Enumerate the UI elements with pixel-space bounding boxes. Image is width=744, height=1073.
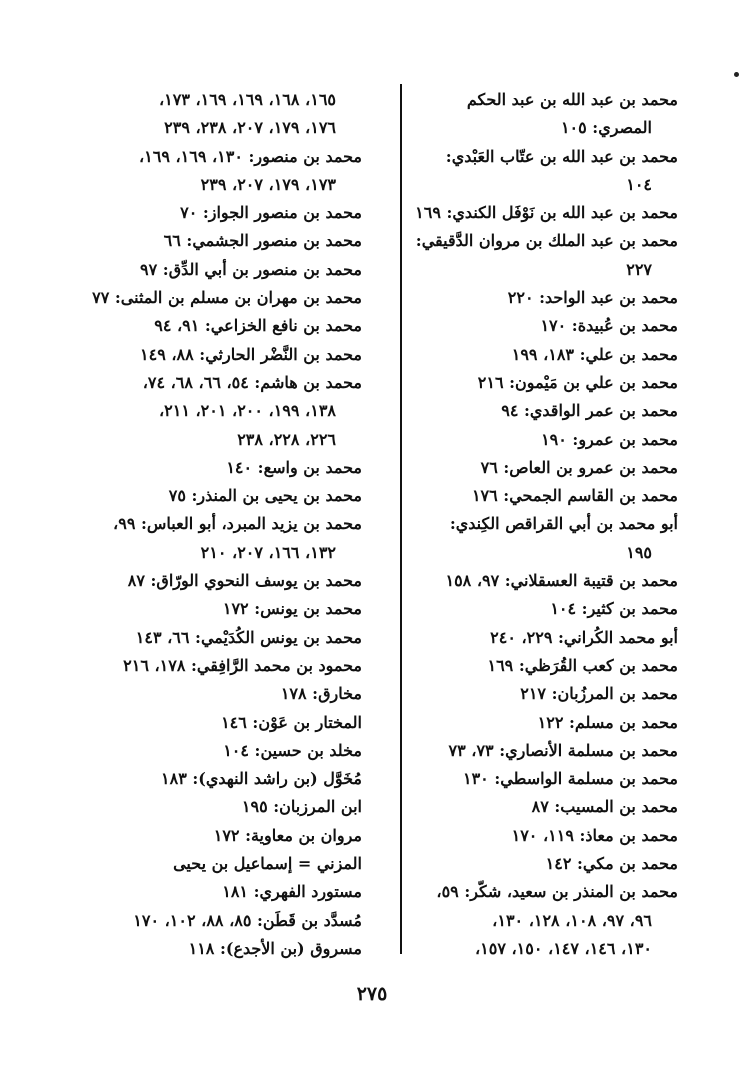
index-entry-continuation: ٢٢٧ xyxy=(626,259,652,279)
index-entry: محمد بن عبد الله بن نَوْفَل الكندي: ١٦٩ xyxy=(415,203,678,223)
index-entry: محمد بن عبد الواحد: ٢٢٠ xyxy=(507,288,678,308)
index-entry: محمد بن عمرو: ١٩٠ xyxy=(541,429,678,449)
index-entry: محمد بن منصور: ١٣٠، ١٦٩، ١٦٩، xyxy=(138,146,362,166)
index-entry: محمد بن يحيى بن المنذر: ٧٥ xyxy=(168,486,362,506)
margin-dot xyxy=(734,72,739,77)
index-entry: محمد بن هاشم: ٥٤، ٦٦، ٦٨، ٧٤، xyxy=(142,372,362,392)
index-entry: مخلد بن حسين: ١٠٤ xyxy=(223,740,362,760)
index-entry: أبو محمد الكُراني: ٢٢٩، ٢٤٠ xyxy=(490,627,678,647)
index-entry: محمد بن عبد الملك بن مروان الدَّقيقي: xyxy=(415,231,678,251)
index-entry-continuation: ١٣٠، ١٤٦، ١٤٧، ١٥٠، ١٥٧، xyxy=(474,938,652,958)
index-column-right xyxy=(360,86,678,963)
column-divider xyxy=(400,84,402,954)
index-entry: محمد بن المرزُبان: ٢١٧ xyxy=(520,684,678,704)
index-entry: محمد بن عمر الواقدي: ٩٤ xyxy=(501,401,678,421)
index-entry-continuation: ١٧٣، ١٧٩، ٢٠٧، ٢٣٩ xyxy=(200,174,336,194)
index-entry: محمد بن يوسف النحوي الورّاق: ٨٧ xyxy=(127,571,362,591)
index-entry: محمد بن القاسم الجمحي: ١٧٦ xyxy=(471,486,678,506)
index-entry: أبو محمد بن أبي القراقص الكِندي: xyxy=(449,514,678,534)
page-number: ٢٧٥ xyxy=(356,983,388,1005)
index-entry-continuation: ٢٢٦، ٢٢٨، ٢٣٨ xyxy=(237,429,336,449)
index-entry-continuation: ١٣٨، ١٩٩، ٢٠٠، ٢٠١، ٢١١، xyxy=(158,401,336,421)
index-entry: محمد بن المسيب: ٨٧ xyxy=(531,797,678,817)
index-entry: محمد بن يونس الكُدَيْمي: ٦٦، ١٤٣ xyxy=(135,627,362,647)
index-entry: محمد بن منصور الجواز: ٧٠ xyxy=(180,203,362,223)
index-entry: محمد بن عبد الله بن عبد الحكم xyxy=(466,90,678,109)
index-entry: محمد بن عبد الله بن عتّاب العَبْدي: xyxy=(445,146,678,166)
index-entry: محمد بن قتيبة العسقلاني: ٩٧، ١٥٨ xyxy=(445,571,678,591)
index-entry: مستورد الفهري: ١٨١ xyxy=(222,882,362,902)
index-entry-continuation: ١٧٦، ١٧٩، ٢٠٧، ٢٣٨، ٢٣٩ xyxy=(164,118,336,138)
index-entry: مسروق (بن الأجدع): ١١٨ xyxy=(188,938,362,958)
index-entry: محمد بن يونس: ١٧٢ xyxy=(222,599,362,619)
index-entry: محمد بن نافع الخزاعي: ٩١، ٩٤ xyxy=(154,316,362,336)
index-entry: مروان بن معاوية: ١٧٢ xyxy=(213,825,362,845)
index-entry: محمد بن علي: ١٨٣، ١٩٩ xyxy=(511,344,678,364)
index-entry: مُسدَّد بن قَطَن: ٨٥، ٨٨، ١٠٢، ١٧٠ xyxy=(133,910,362,930)
index-entry-continuation: ١٣٢، ١٦٦، ٢٠٧، ٢١٠ xyxy=(200,542,336,562)
index-entry: المختار بن عَوْن: ١٤٦ xyxy=(221,712,362,732)
index-entry: محمد بن النَّضْر الحارثي: ٨٨، ١٤٩ xyxy=(140,344,362,364)
index-entry: محمد بن كعب القُرَظي: ١٦٩ xyxy=(487,655,678,675)
index-entry: محمد بن كثير: ١٠٤ xyxy=(550,599,678,619)
index-entry: محمد بن منصور بن أبي الدِّق: ٩٧ xyxy=(140,259,362,279)
index-entry: ابن المرزبان: ١٩٥ xyxy=(241,797,362,817)
index-entry: محمد بن منصور الجشمي: ٦٦ xyxy=(163,231,362,251)
index-entry: محمد بن مكي: ١٤٢ xyxy=(545,854,678,874)
index-entry: محمد بن عُبيدة: ١٧٠ xyxy=(540,316,678,336)
index-entry: مخارق: ١٧٨ xyxy=(280,684,362,704)
index-entry: محمد بن يزيد المبرد، أبو العباس: ٩٩، xyxy=(113,514,362,534)
index-entry-continuation: ١٠٤ xyxy=(626,174,652,194)
index-entry: محمد بن مسلمة الأنصاري: ٧٣، ٧٣ xyxy=(448,740,678,760)
index-entry: محمود بن محمد الرَّافِقي: ١٧٨، ٢١٦ xyxy=(123,655,362,675)
index-entry: المزني = إسماعيل بن يحيى xyxy=(173,854,362,874)
index-entry: محمد بن عمرو بن العاص: ٧٦ xyxy=(480,457,678,477)
index-entry: محمد بن مهران بن مسلم بن المثنى: ٧٧ xyxy=(92,288,362,308)
index-entry: محمد بن مسلم: ١٢٢ xyxy=(537,712,678,732)
index-entry: مُخَوَّل (بن راشد النهدي): ١٨٣ xyxy=(161,769,362,789)
index-entry: محمد بن معاذ: ١١٩، ١٧٠ xyxy=(511,825,678,845)
index-entry-continuation: ١٩٥ xyxy=(626,542,652,562)
index-entry: محمد بن واسع: ١٤٠ xyxy=(226,457,362,477)
index-entry: محمد بن علي بن مَيْمون: ٢١٦ xyxy=(477,372,678,392)
index-entry-continuation: ٩٦، ٩٧، ١٠٨، ١٢٨، ١٣٠، xyxy=(492,910,652,930)
index-column-left xyxy=(22,86,362,963)
index-entry: محمد بن المنذر بن سعيد، شكّر: ٥٩، xyxy=(436,882,678,902)
index-entry-continuation: المصري: ١٠٥ xyxy=(560,118,652,138)
index-entry: محمد بن مسلمة الواسطي: ١٣٠ xyxy=(462,769,678,789)
index-entry-continuation: ١٦٥، ١٦٨، ١٦٩، ١٦٩، ١٧٣، xyxy=(158,90,336,109)
